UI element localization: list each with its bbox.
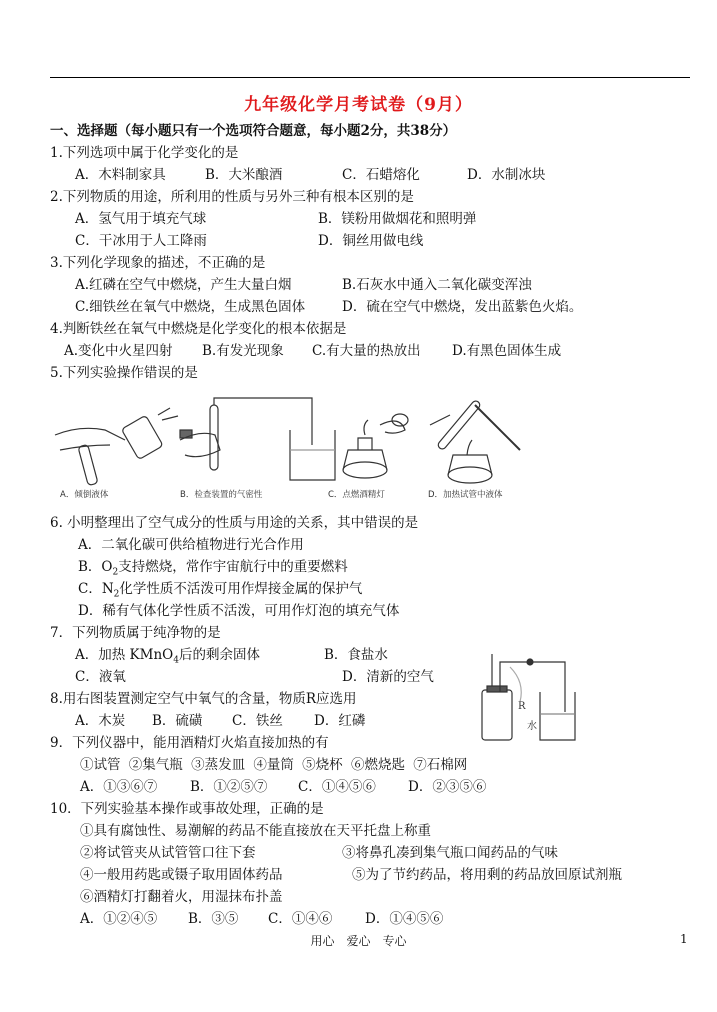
q3-option-b: B.石灰水中通入二氧化碳变浑浊 (342, 277, 532, 293)
question-5-stem: 5.下列实验操作错误的是 (50, 365, 198, 381)
q10-item-6: ⑥酒精灯打翻着火，用湿抹布扑盖 (80, 889, 283, 905)
q9-option-a: A．①③⑥⑦ (80, 779, 158, 795)
q2-option-d: D．铜丝用做电线 (318, 233, 424, 249)
caption-c: C．点燃酒精灯 (328, 490, 385, 500)
q3-option-d: D．硫在空气中燃烧，发出蓝紫色火焰。 (342, 299, 583, 315)
caption-d: D．加热试管中液体 (428, 490, 503, 500)
q7-option-c: C．液氧 (75, 669, 126, 685)
q10-option-d: D．①④⑤⑥ (365, 911, 444, 927)
fig-label-water: 水 (527, 721, 537, 732)
q8-option-d: D．红磷 (314, 713, 366, 729)
question-1-stem: 1.下列选项中属于化学变化的是 (50, 145, 239, 161)
caption-a: A．倾倒液体 (60, 490, 109, 500)
question-7-stem: 7．下列物质属于纯净物的是 (50, 625, 221, 641)
q7-option-d: D．清新的空气 (342, 669, 434, 685)
question-6-stem: 6. 小明整理出了空气成分的性质与用途的关系，其中错误的是 (50, 515, 419, 531)
q3-option-a: A.红磷在空气中燃烧，产生大量白烟 (75, 277, 292, 293)
q7-option-a: A．加热 KMnO$_4$后的剩余固体 (75, 647, 260, 666)
q7-option-b: B．食盐水 (324, 647, 388, 663)
heating-tube-illustration (430, 399, 520, 483)
q6-option-b: B．$O_2$支持燃烧，常作宇宙航行中的重要燃料 (78, 559, 348, 578)
q1-option-c: C．石蜡熔化 (342, 167, 420, 183)
q8-apparatus-figure (470, 652, 580, 744)
header-rule (50, 77, 690, 78)
q4-option-d: D.有黑色固体生成 (452, 343, 562, 359)
q10-item-2: ②将试管夹从试管管口往下套 (80, 845, 256, 861)
question-9-stem: 9．下列仪器中，能用酒精灯火焰直接加热的有 (50, 735, 329, 751)
question-2-stem: 2.下列物质的用途，所利用的性质与另外三种有根本区别的是 (50, 189, 414, 205)
q8-option-a: A．木炭 (75, 713, 126, 729)
q8-option-c: C．铁丝 (232, 713, 283, 729)
page-title: 九年级化学月考试卷（9月） (244, 95, 473, 115)
lighting-lamp-illustration (343, 414, 408, 478)
airtightness-check-illustration (180, 398, 335, 480)
q1-option-d: D．水制冰块 (467, 167, 546, 183)
q6-option-a: A．二氧化碳可供给植物进行光合作用 (78, 537, 304, 553)
section-heading: 一、选择题（每小题只有一个选项符合题意，每小题2分，共38分） (50, 123, 457, 139)
question-10-stem: 10．下列实验基本操作或事故处理，正确的是 (50, 801, 324, 817)
q10-item-1: ①具有腐蚀性、易潮解的药品不能直接放在天平托盘上称重 (80, 823, 431, 839)
question-8-stem: 8.用右图装置测定空气中氧气的含量，物质R应选用 (50, 691, 357, 707)
q9-instruments: ①试管 ②集气瓶 ③蒸发皿 ④量筒 ⑤烧杯 ⑥燃烧匙 ⑦石棉网 (80, 757, 468, 773)
q9-option-b: B．①②⑤⑦ (190, 779, 268, 795)
q1-option-b: B．大米酿酒 (205, 167, 283, 183)
fig-label-r: R (518, 701, 526, 712)
q4-option-c: C.有大量的热放出 (312, 343, 421, 359)
question-3-stem: 3.下列化学现象的描述，不正确的是 (50, 255, 266, 271)
q4-option-b: B.有发光现象 (202, 343, 284, 359)
q10-item-4: ④一般用药匙或镊子取用固体药品 (80, 867, 283, 883)
pouring-liquid-illustration (55, 408, 192, 486)
q9-option-c: C．①④⑤⑥ (298, 779, 376, 795)
q5-experiment-figure (50, 390, 530, 505)
q8-option-b: B．硫磺 (152, 713, 203, 729)
q10-option-a: A．①②④⑤ (80, 911, 158, 927)
q9-option-d: D．②③⑤⑥ (408, 779, 487, 795)
q4-option-a: A.变化中火星四射 (64, 343, 173, 359)
question-4-stem: 4.判断铁丝在氧气中燃烧是化学变化的根本依据是 (50, 321, 347, 337)
page-footer: 用心 爱心 专心 (310, 934, 407, 948)
q1-option-a: A．木料制家具 (75, 167, 166, 183)
q6-option-c: C．$N_2$化学性质不活泼可用作焊接金属的保护气 (78, 581, 363, 600)
page-number: 1 (680, 932, 688, 946)
q2-option-c: C．干冰用于人工降雨 (75, 233, 207, 249)
q10-option-b: B．③⑤ (188, 911, 239, 927)
caption-b: B．检查装置的气密性 (180, 490, 263, 500)
q10-item-5: ⑤为了节约药品，将用剩的药品放回原试剂瓶 (352, 867, 622, 883)
q10-option-c: C．①④⑥ (268, 911, 333, 927)
q10-item-3: ③将鼻孔凑到集气瓶口闻药品的气味 (342, 845, 558, 861)
q3-option-c: C.细铁丝在氧气中燃烧，生成黑色固体 (75, 299, 306, 315)
q2-option-a: A．氢气用于填充气球 (75, 211, 207, 227)
q2-option-b: B．镁粉用做烟花和照明弹 (318, 211, 477, 227)
q6-option-d: D．稀有气体化学性质不活泼，可用作灯泡的填充气体 (78, 603, 400, 619)
